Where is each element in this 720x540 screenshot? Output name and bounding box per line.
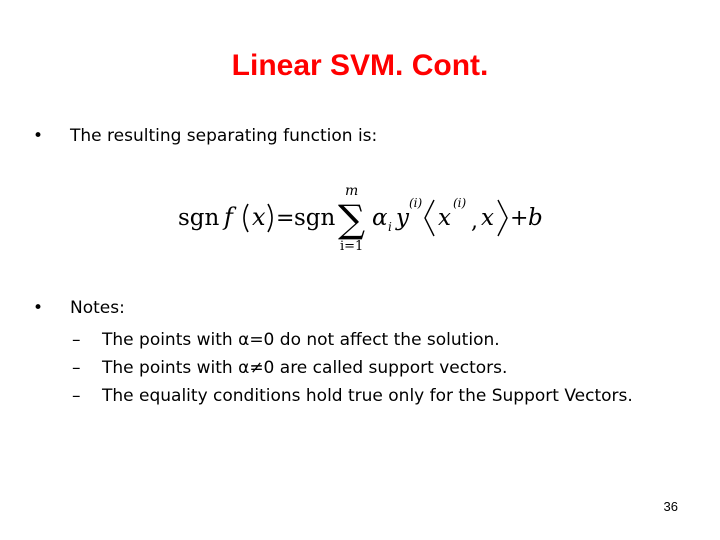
formula-x-sup: (i) [453, 196, 467, 210]
bullet-text: Notes: [70, 298, 125, 318]
formula-comma: , [471, 209, 478, 234]
formula-equals: = [276, 206, 295, 231]
formula-y: y [396, 205, 409, 231]
slide-title: Linear SVM. Cont. [231, 49, 489, 82]
formula-alpha-sub: i [388, 220, 392, 234]
formula-angle-left [425, 200, 434, 236]
bullet-marker: • [33, 126, 44, 146]
formula-sum-upper: m [345, 183, 359, 199]
formula-x: x [252, 203, 266, 231]
note-text: The points with α≠0 are called support vectors. [102, 358, 508, 378]
note-marker: – [72, 386, 81, 406]
formula-f: f [224, 203, 233, 231]
formula-angle-right [498, 200, 507, 236]
formula-paren-left [244, 204, 248, 232]
note-marker: – [72, 330, 81, 350]
formula-y-sup: (i) [409, 196, 423, 210]
bullet-text: The resulting separating function is: [70, 126, 378, 146]
formula-alpha: α [372, 205, 388, 231]
note-text: The points with α=0 do not affect the solution. [102, 330, 500, 350]
formula-sgn-2: sgn [294, 205, 336, 231]
note-marker: – [72, 358, 81, 378]
formula-sgn: sgn [178, 205, 220, 231]
bullet-marker: • [33, 298, 44, 318]
formula-sum: ∑ [338, 197, 366, 241]
formula-x-3: x [481, 205, 494, 231]
formula-b: b [528, 205, 543, 231]
formula-plus: + [510, 206, 529, 231]
separating-function-formula [170, 182, 550, 262]
formula-sum-lower: i=1 [340, 239, 364, 254]
note-text: The equality conditions hold true only for the Support Vectors. [102, 386, 633, 406]
formula-paren-right [268, 204, 272, 232]
formula-x-2: x [438, 205, 451, 231]
page-number: 36 [663, 499, 678, 514]
